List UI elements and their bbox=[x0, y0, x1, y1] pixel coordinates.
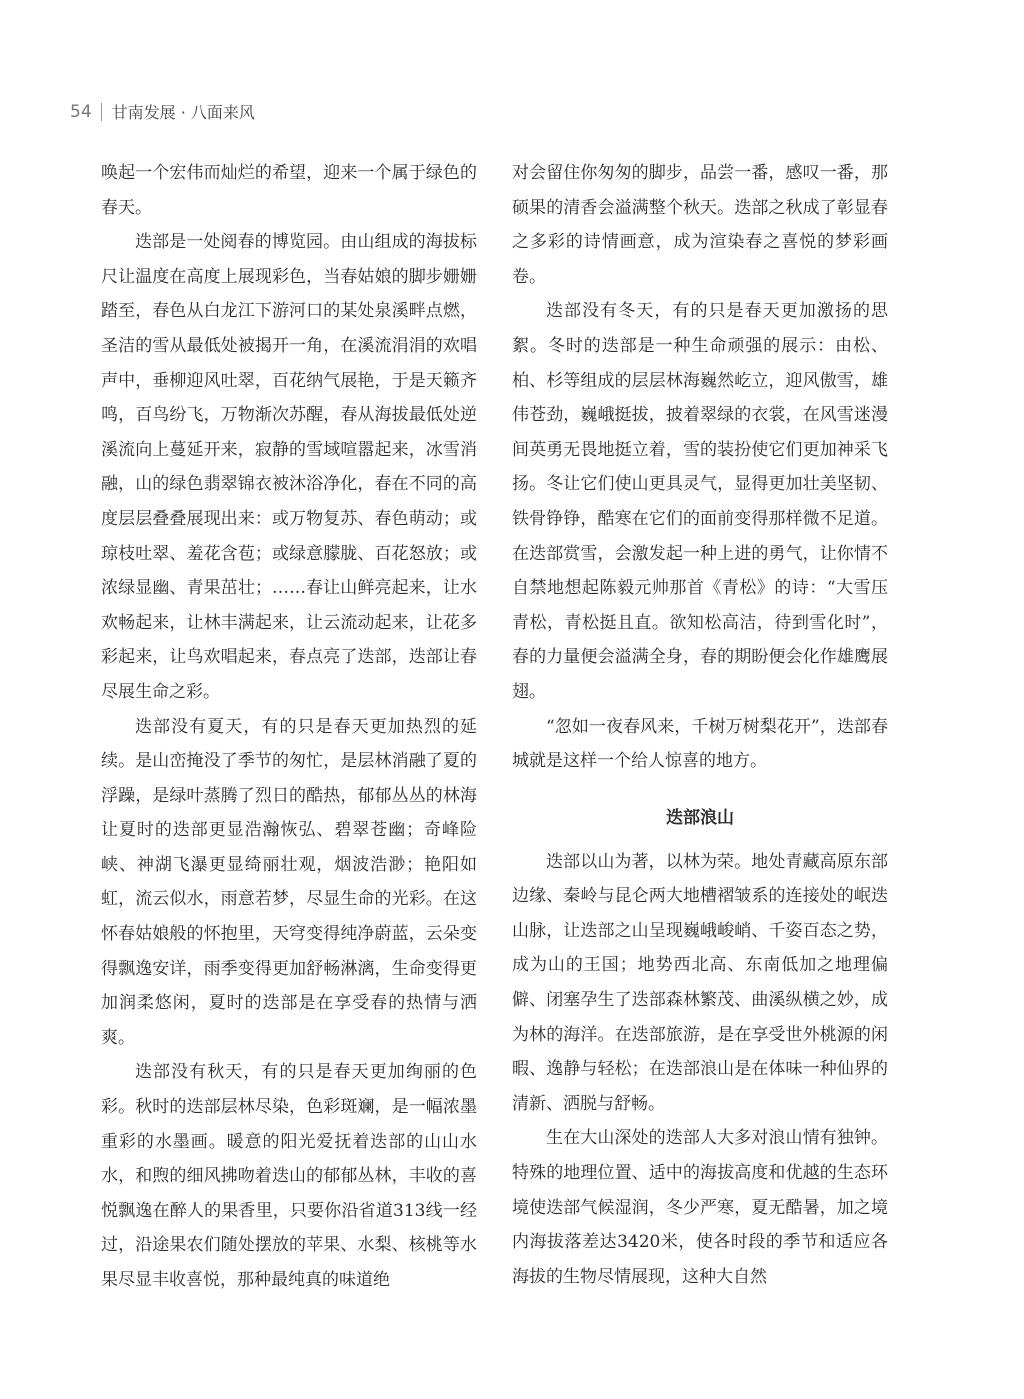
right-column bbox=[512, 156, 888, 1294]
paragraph: 迭部是一处阅春的博览园。由山组成的海拔标尺让温度在高度上展现彩色，当春姑娘的脚步姗姗踏至，春色从白龙江下游河口的某处泉溪畔点燃，圣洁的雪从最低处被揭开一角，在溪流涓涓的欢唱声中，垂柳迎风吐翠，百花纳气展艳，于是天籁齐鸣，百鸟纷飞，万物渐次苏醒，春从海拔最低处逆溪流向上蔓延开来，寂静的雪域喧嚣起来，冰雪消融，山的绿色翡翠锦衣被沐浴净化，春在不同的高度层层叠叠展现出来：或万物复苏、春色萌动；或琼枝吐翠、羞花含苞；或绿意朦胧、百花怒放；或浓绿显幽、青果茁壮；……春让山鲜亮起来，让水欢畅起来，让林丰满起来，让云流动起来，让花多彩起来，让鸟欢唱起来，春点亮了迭部，迭部让春尽展生命之彩。 bbox=[101, 232, 477, 702]
paragraph: 迭部没有冬天，有的只是春天更加激扬的思絮。冬时的迭部是一种生命顽强的展示：由松、柏、杉等组成的层层林海巍然屹立，迎风傲雪，雄伟苍劲，巍峨挺拔，披着翠绿的衣裳，在风雪迷漫间英勇无畏地挺立着，雪的装扮使它们更加神采飞扬。冬让它们使山更具灵气，显得更加壮美坚韧、铁骨铮铮，酷寒在它们的面前变得那样微不足道。在迭部赏雪，会激发起一种上进的勇气，让你情不自禁地想起陈毅元帅那首《青松》的诗：“大雪压青松，青松挺且直。欲知松高洁，待到雪化时”，春的力量便会溢满全身，春的期盼便会化作雄鹰展翅。 bbox=[512, 301, 888, 702]
section-title: 甘南发展 · 八面来风 bbox=[111, 103, 255, 122]
running-header bbox=[70, 100, 255, 123]
page-number: 54 bbox=[70, 101, 92, 122]
paragraph: 生在大山深处的迭部人大多对浪山情有独钟。特殊的地理位置、适中的海拔高度和优越的生态环境使迭部气候湿润，冬少严寒，夏无酷暑，加之境内海拔落差达3420米，使各时段的季节和适应各海拔的生物尽情展现，这种大自然 bbox=[512, 1128, 888, 1287]
left-column bbox=[101, 156, 477, 1298]
paragraph: 对会留住你匆匆的脚步，品尝一番，感叹一番，那硕果的清香会溢满整个秋天。迭部之秋成了彰显春之多彩的诗情画意，成为渲染春之喜悦的梦彩画卷。 bbox=[512, 163, 888, 287]
paragraph: 迭部以山为著，以林为荣。地处青藏高原东部边缘、秦岭与昆仑两大地槽褶皱系的连接处的岷迭山脉，让迭部之山呈现巍峨峻峭、千姿百态之势，成为山的王国；地势西北高、东南低加之地理偏僻、闭塞孕生了迭部森林繁茂、曲溪纵横之妙，成为林的海洋。在迭部旅游，是在享受世外桃源的闲暇、逸静与轻松；在迭部浪山是在体味一种仙界的清新、洒脱与舒畅。 bbox=[512, 851, 888, 1114]
section-heading: 迭部浪山 bbox=[666, 807, 734, 828]
paragraph: 唤起一个宏伟而灿烂的希望，迎来一个属于绿色的春天。 bbox=[101, 163, 477, 218]
paragraph: 迭部没有秋天，有的只是春天更加绚丽的色彩。秋时的迭部层林尽染，色彩斑斓，是一幅浓墨重彩的水墨画。暖意的阳光爱抚着迭部的山山水水，和煦的细风拂吻着迭山的郁郁丛林，丰收的喜悦飘逸在醉人的果香里，只要你沿省道313线一经过，沿途果农们随处摆放的苹果、水梨、核桃等水果尽显丰收喜悦，那种最纯真的味道绝 bbox=[101, 1062, 477, 1290]
paragraph: “忽如一夜春风来，千树万树梨花开”，迭部春城就是这样一个给人惊喜的地方。 bbox=[512, 716, 888, 772]
paragraph: 迭部没有夏天，有的只是春天更加热烈的延续。是山峦掩没了季节的匆忙，是层林消融了夏的浮躁，是绿叶蒸腾了烈日的酷热，郁郁丛丛的林海让夏时的迭部更显浩瀚恢弘、碧翠苍幽；奇峰险峡、神湖飞瀑更显绮丽壮观，烟波浩渺；艳阳如虹，流云似水，雨意若梦，尽显生命的光彩。在这怀春姑娘般的怀抱里，天穹变得纯净蔚蓝，云朵变得飘逸安详，雨季变得更加舒畅淋漓，生命变得更加润柔悠闲，夏时的迭部是在享受春的热情与洒爽。 bbox=[101, 716, 477, 1048]
header-divider bbox=[101, 103, 102, 121]
